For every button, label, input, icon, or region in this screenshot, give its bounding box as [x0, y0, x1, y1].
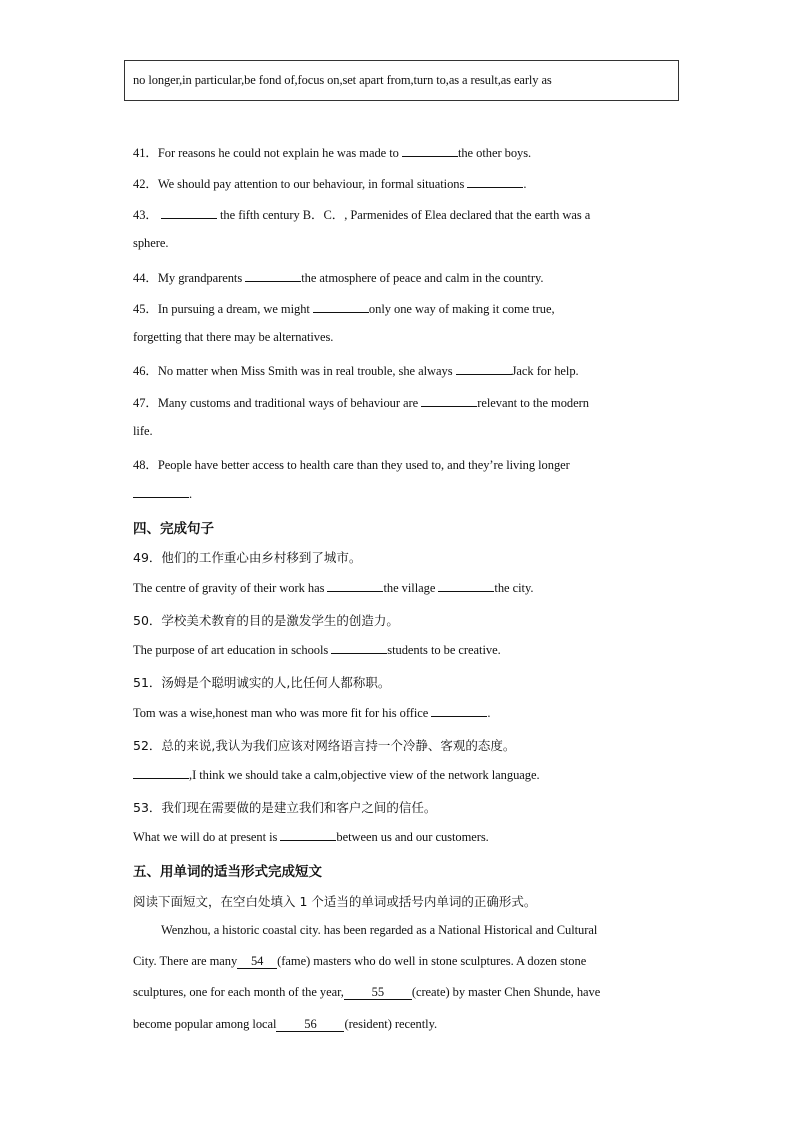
passage-text: sculptures, one for each month of the year,: [133, 985, 344, 999]
answer-blank[interactable]: [133, 767, 189, 779]
question-text: My grandparents: [157, 271, 246, 285]
answer-blank[interactable]: [280, 829, 336, 841]
question-47: [133, 393, 589, 411]
answer-blank[interactable]: [161, 207, 217, 219]
answer-blank[interactable]: [467, 176, 523, 188]
question-number: 46．: [133, 364, 158, 378]
chinese-prompt: 汤姆是个聪明诚实的人,比任何人都称职。: [161, 675, 391, 690]
chinese-prompt: 他们的工作重心由乡村移到了城市。: [161, 550, 362, 565]
blank-54[interactable]: 54: [237, 955, 277, 969]
question-50-english: [133, 642, 501, 658]
question-number: 49．: [133, 550, 162, 565]
answer-blank[interactable]: [456, 363, 512, 375]
question-text: .: [523, 177, 527, 191]
chinese-prompt: 我们现在需要做的是建立我们和客户之间的信任。: [161, 800, 437, 815]
question-number: 53．: [133, 800, 162, 815]
passage-text: City. There are many: [133, 954, 238, 968]
question-text: .: [487, 706, 491, 720]
question-43-continued: sphere.: [133, 236, 169, 250]
question-51-english: [133, 705, 490, 721]
question-52-english: [133, 767, 540, 783]
question-text: only one way of making it come true,: [368, 302, 555, 316]
question-text: the fifth century B．C．, Parmenides of Elea declared that the earth was a: [216, 208, 591, 222]
question-51-chinese: [133, 673, 390, 691]
question-text: The purpose of art education in schools: [133, 643, 332, 657]
passage-text: (resident) recently.: [344, 1017, 438, 1031]
passage-line-3: [133, 985, 600, 1000]
question-number: 50．: [133, 613, 162, 628]
question-text: the other boys.: [457, 146, 532, 160]
passage-text: become popular among local: [133, 1017, 277, 1031]
question-text: .: [189, 487, 193, 501]
passage-line-1: Wenzhou, a historic coastal city. has been regarded as a National Historical and Cultural: [161, 923, 598, 937]
question-text: We should pay attention to our behaviour, in formal situations: [157, 177, 468, 191]
question-number: 45．: [133, 302, 158, 316]
section-5-instruction: 阅读下面短文，在空白处填入 1 个适当的单词或括号内单词的正确形式。: [133, 894, 537, 909]
passage-text: (fame) masters who do well in stone sculptures. A dozen stone: [277, 954, 587, 968]
answer-blank[interactable]: [245, 270, 301, 282]
question-text: The centre of gravity of their work has: [133, 581, 328, 595]
question-text: the city.: [494, 581, 534, 595]
chinese-prompt: 学校美术教育的目的是激发学生的创造力。: [161, 613, 399, 628]
answer-blank[interactable]: [313, 301, 369, 313]
question-number: 48．: [133, 458, 158, 472]
question-text: the atmosphere of peace and calm in the country.: [301, 271, 544, 285]
question-number: 43．: [133, 208, 158, 222]
question-text: relevant to the modern: [477, 396, 589, 410]
question-52-chinese: [133, 736, 515, 754]
question-42: [133, 174, 526, 192]
question-48-continued: [133, 486, 192, 502]
question-50-chinese: [133, 611, 399, 629]
question-text: students to be creative.: [387, 643, 501, 657]
question-text: People have better access to health care than they used to, and they’re living longer: [157, 458, 570, 472]
question-49-english: [133, 580, 533, 596]
passage-text: (create) by master Chen Shunde, have: [411, 985, 601, 999]
question-text: In pursuing a dream, we might: [157, 302, 313, 316]
question-41: [133, 143, 531, 161]
answer-blank[interactable]: [327, 580, 383, 592]
question-text: What we will do at present is: [133, 830, 281, 844]
question-number: 42．: [133, 177, 158, 191]
question-text: the village: [383, 581, 439, 595]
question-47-continued: life.: [133, 424, 153, 438]
section-4-heading: 四、完成句子: [133, 521, 214, 537]
question-text: Jack for help.: [511, 364, 579, 378]
question-53-chinese: [133, 798, 436, 816]
question-48: [133, 455, 570, 473]
question-text: No matter when Miss Smith was in real trouble, she always: [157, 364, 456, 378]
passage-line-4: [133, 1017, 437, 1032]
question-45: [133, 299, 555, 317]
question-46: [133, 361, 579, 379]
question-44: [133, 268, 543, 286]
answer-blank[interactable]: [421, 395, 477, 407]
question-text: Tom was a wise,honest man who was more fit for his office: [133, 706, 432, 720]
question-49-chinese: [133, 548, 361, 566]
word-bank-box: [124, 60, 679, 101]
question-number: 52．: [133, 738, 162, 753]
question-number: 47．: [133, 396, 158, 410]
question-number: 44．: [133, 271, 158, 285]
answer-blank[interactable]: [438, 580, 494, 592]
section-5-heading: 五、用单词的适当形式完成短文: [133, 864, 322, 880]
question-number: 41．: [133, 146, 158, 160]
blank-55[interactable]: 55: [344, 986, 412, 1000]
question-text: between us and our customers.: [336, 830, 489, 844]
answer-blank[interactable]: [331, 642, 387, 654]
question-text: For reasons he could not explain he was made to: [157, 146, 402, 160]
answer-blank[interactable]: [133, 486, 189, 498]
word-bank-text: no longer,in particular,be fond of,focus on,set apart from,turn to,as a result,as early as: [133, 73, 552, 87]
answer-blank[interactable]: [431, 705, 487, 717]
blank-56[interactable]: 56: [276, 1018, 344, 1032]
question-number: 51．: [133, 675, 162, 690]
question-45-continued: forgetting that there may be alternatives.: [133, 330, 334, 344]
chinese-prompt: 总的来说,我认为我们应该对网络语言持一个冷静、客观的态度。: [161, 738, 516, 753]
question-43: [133, 205, 590, 223]
question-text: Many customs and traditional ways of behaviour are: [157, 396, 422, 410]
passage-line-2: [133, 954, 586, 969]
question-53-english: [133, 829, 489, 845]
answer-blank[interactable]: [402, 145, 458, 157]
question-text: ,I think we should take a calm,objective view of the network language.: [189, 768, 540, 782]
